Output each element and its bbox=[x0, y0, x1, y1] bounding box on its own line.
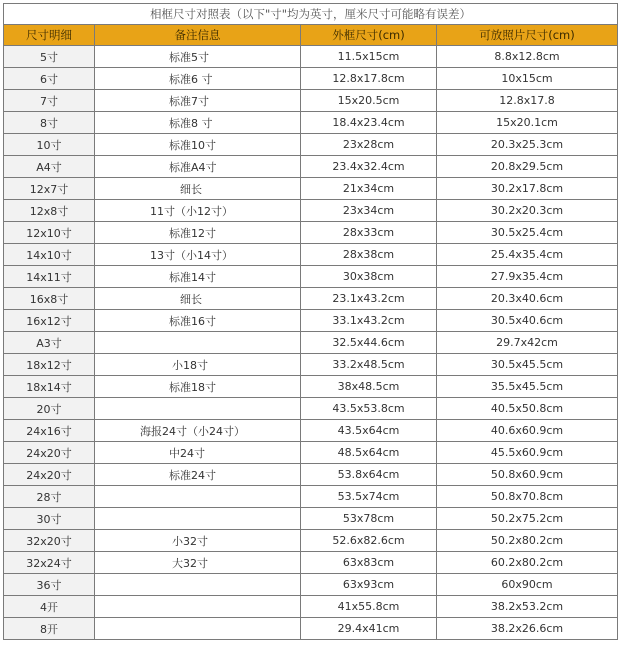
cell-photo-size: 30.2x17.8cm bbox=[437, 178, 618, 200]
cell-outer-size: 15x20.5cm bbox=[301, 90, 437, 112]
table-body bbox=[4, 46, 618, 640]
cell-note bbox=[95, 574, 301, 596]
table-row bbox=[4, 222, 618, 244]
note-text: 标准5寸 bbox=[169, 50, 209, 64]
note-text: 标准14寸 bbox=[169, 270, 216, 284]
cell-note bbox=[95, 68, 301, 90]
table-row bbox=[4, 596, 618, 618]
table-row bbox=[4, 134, 618, 156]
note-text: 标准8 寸 bbox=[169, 116, 213, 130]
table-row bbox=[4, 420, 618, 442]
cell-note bbox=[95, 222, 301, 244]
note-text: 中24寸 bbox=[169, 446, 205, 460]
table-row bbox=[4, 486, 618, 508]
table-row bbox=[4, 618, 618, 640]
cell-photo-size: 40.5x50.8cm bbox=[437, 398, 618, 420]
cell-note bbox=[95, 552, 301, 574]
cell-outer-size: 21x34cm bbox=[301, 178, 437, 200]
cell-note bbox=[95, 178, 301, 200]
cell-photo-size: 10x15cm bbox=[437, 68, 618, 90]
cell-size: 16x8寸 bbox=[4, 288, 95, 310]
table-row bbox=[4, 178, 618, 200]
cell-note bbox=[95, 442, 301, 464]
cell-photo-size: 20.8x29.5cm bbox=[437, 156, 618, 178]
note-text: 小18寸 bbox=[172, 358, 208, 372]
cell-size: 24x20寸 bbox=[4, 442, 95, 464]
table-row bbox=[4, 244, 618, 266]
cell-outer-size: 33.2x48.5cm bbox=[301, 354, 437, 376]
cell-note bbox=[95, 530, 301, 552]
cell-outer-size: 23x34cm bbox=[301, 200, 437, 222]
cell-outer-size: 29.4x41cm bbox=[301, 618, 437, 640]
cell-photo-size: 40.6x60.9cm bbox=[437, 420, 618, 442]
table-row bbox=[4, 310, 618, 332]
cell-size: 32x20寸 bbox=[4, 530, 95, 552]
cell-note bbox=[95, 46, 301, 68]
cell-outer-size: 43.5x64cm bbox=[301, 420, 437, 442]
table-title-row bbox=[4, 4, 618, 25]
cell-outer-size: 41x55.8cm bbox=[301, 596, 437, 618]
table-row bbox=[4, 288, 618, 310]
cell-outer-size: 48.5x64cm bbox=[301, 442, 437, 464]
table-row bbox=[4, 156, 618, 178]
table-row bbox=[4, 90, 618, 112]
cell-outer-size: 43.5x53.8cm bbox=[301, 398, 437, 420]
cell-outer-size: 23x28cm bbox=[301, 134, 437, 156]
cell-photo-size: 25.4x35.4cm bbox=[437, 244, 618, 266]
cell-photo-size: 15x20.1cm bbox=[437, 112, 618, 134]
cell-size: 32x24寸 bbox=[4, 552, 95, 574]
table-row bbox=[4, 552, 618, 574]
cell-note bbox=[95, 112, 301, 134]
header-photo-size: 可放照片尺寸(cm) bbox=[437, 25, 618, 46]
table-row bbox=[4, 574, 618, 596]
frame-size-table bbox=[3, 3, 618, 640]
note-text: 标准6 寸 bbox=[169, 72, 213, 86]
note-text: 标准10寸 bbox=[169, 138, 216, 152]
cell-note bbox=[95, 200, 301, 222]
cell-size: 36寸 bbox=[4, 574, 95, 596]
cell-outer-size: 28x33cm bbox=[301, 222, 437, 244]
header-note: 备注信息 bbox=[95, 25, 301, 46]
cell-note bbox=[95, 266, 301, 288]
table-title: 相框尺寸对照表（以下"寸"均为英寸，厘米尺寸可能略有误差） bbox=[4, 4, 618, 25]
note-text: 11寸（小12寸） bbox=[150, 204, 233, 218]
cell-size: 12x10寸 bbox=[4, 222, 95, 244]
cell-outer-size: 23.1x43.2cm bbox=[301, 288, 437, 310]
cell-size: A4寸 bbox=[4, 156, 95, 178]
cell-size: 8寸 bbox=[4, 112, 95, 134]
note-text: 细长 bbox=[180, 292, 202, 306]
cell-photo-size: 30.5x25.4cm bbox=[437, 222, 618, 244]
cell-note bbox=[95, 376, 301, 398]
cell-photo-size: 30.2x20.3cm bbox=[437, 200, 618, 222]
note-text: 13寸（小14寸） bbox=[150, 248, 233, 262]
table-row bbox=[4, 200, 618, 222]
cell-size: 4开 bbox=[4, 596, 95, 618]
header-outer-size: 外框尺寸(cm) bbox=[301, 25, 437, 46]
table-row bbox=[4, 530, 618, 552]
cell-outer-size: 52.6x82.6cm bbox=[301, 530, 437, 552]
cell-size: 28寸 bbox=[4, 486, 95, 508]
cell-photo-size: 60.2x80.2cm bbox=[437, 552, 618, 574]
cell-size: 10寸 bbox=[4, 134, 95, 156]
cell-outer-size: 53.8x64cm bbox=[301, 464, 437, 486]
cell-outer-size: 32.5x44.6cm bbox=[301, 332, 437, 354]
cell-photo-size: 20.3x40.6cm bbox=[437, 288, 618, 310]
cell-size: 20寸 bbox=[4, 398, 95, 420]
cell-size: 7寸 bbox=[4, 90, 95, 112]
cell-photo-size: 50.8x70.8cm bbox=[437, 486, 618, 508]
cell-note bbox=[95, 134, 301, 156]
cell-photo-size: 29.7x42cm bbox=[437, 332, 618, 354]
table-row bbox=[4, 46, 618, 68]
cell-size: 8开 bbox=[4, 618, 95, 640]
cell-note bbox=[95, 596, 301, 618]
table-row bbox=[4, 464, 618, 486]
cell-outer-size: 63x93cm bbox=[301, 574, 437, 596]
cell-size: 12x8寸 bbox=[4, 200, 95, 222]
cell-outer-size: 18.4x23.4cm bbox=[301, 112, 437, 134]
cell-outer-size: 23.4x32.4cm bbox=[301, 156, 437, 178]
cell-photo-size: 20.3x25.3cm bbox=[437, 134, 618, 156]
cell-note bbox=[95, 310, 301, 332]
cell-note bbox=[95, 398, 301, 420]
cell-size: 24x20寸 bbox=[4, 464, 95, 486]
cell-size: 16x12寸 bbox=[4, 310, 95, 332]
table-row bbox=[4, 398, 618, 420]
note-text: 标准16寸 bbox=[169, 314, 216, 328]
cell-note bbox=[95, 244, 301, 266]
table-row bbox=[4, 354, 618, 376]
cell-size: 18x14寸 bbox=[4, 376, 95, 398]
note-text: 小32寸 bbox=[172, 534, 208, 548]
note-text: 标准A4寸 bbox=[169, 160, 217, 174]
cell-note bbox=[95, 156, 301, 178]
cell-photo-size: 30.5x45.5cm bbox=[437, 354, 618, 376]
cell-note bbox=[95, 354, 301, 376]
cell-photo-size: 50.2x80.2cm bbox=[437, 530, 618, 552]
cell-outer-size: 11.5x15cm bbox=[301, 46, 437, 68]
cell-size: 30寸 bbox=[4, 508, 95, 530]
cell-photo-size: 35.5x45.5cm bbox=[437, 376, 618, 398]
cell-photo-size: 50.2x75.2cm bbox=[437, 508, 618, 530]
size-table-container bbox=[3, 3, 617, 640]
cell-outer-size: 38x48.5cm bbox=[301, 376, 437, 398]
cell-size: 5寸 bbox=[4, 46, 95, 68]
cell-photo-size: 38.2x26.6cm bbox=[437, 618, 618, 640]
note-text: 标准12寸 bbox=[169, 226, 216, 240]
note-text: 大32寸 bbox=[172, 556, 208, 570]
cell-note bbox=[95, 90, 301, 112]
cell-size: 6寸 bbox=[4, 68, 95, 90]
table-row bbox=[4, 332, 618, 354]
cell-note bbox=[95, 618, 301, 640]
cell-size: 24x16寸 bbox=[4, 420, 95, 442]
cell-note bbox=[95, 486, 301, 508]
table-row bbox=[4, 68, 618, 90]
table-row bbox=[4, 112, 618, 134]
note-text: 标准18寸 bbox=[169, 380, 216, 394]
cell-note bbox=[95, 332, 301, 354]
cell-outer-size: 33.1x43.2cm bbox=[301, 310, 437, 332]
cell-size: 12x7寸 bbox=[4, 178, 95, 200]
cell-photo-size: 30.5x40.6cm bbox=[437, 310, 618, 332]
cell-outer-size: 53x78cm bbox=[301, 508, 437, 530]
cell-outer-size: 12.8x17.8cm bbox=[301, 68, 437, 90]
cell-note bbox=[95, 464, 301, 486]
cell-outer-size: 30x38cm bbox=[301, 266, 437, 288]
header-size: 尺寸明细 bbox=[4, 25, 95, 46]
cell-photo-size: 50.8x60.9cm bbox=[437, 464, 618, 486]
note-text: 标准24寸 bbox=[169, 468, 216, 482]
cell-outer-size: 63x83cm bbox=[301, 552, 437, 574]
cell-photo-size: 38.2x53.2cm bbox=[437, 596, 618, 618]
note-text: 标准7寸 bbox=[169, 94, 209, 108]
cell-size: 14x10寸 bbox=[4, 244, 95, 266]
cell-outer-size: 28x38cm bbox=[301, 244, 437, 266]
cell-photo-size: 27.9x35.4cm bbox=[437, 266, 618, 288]
table-row bbox=[4, 266, 618, 288]
cell-photo-size: 45.5x60.9cm bbox=[437, 442, 618, 464]
cell-size: A3寸 bbox=[4, 332, 95, 354]
note-text: 海报24寸（小24寸） bbox=[140, 424, 245, 438]
cell-size: 14x11寸 bbox=[4, 266, 95, 288]
cell-note bbox=[95, 508, 301, 530]
cell-note bbox=[95, 288, 301, 310]
cell-photo-size: 12.8x17.8 bbox=[437, 90, 618, 112]
table-row bbox=[4, 376, 618, 398]
table-header-row bbox=[4, 25, 618, 46]
cell-photo-size: 60x90cm bbox=[437, 574, 618, 596]
cell-size: 18x12寸 bbox=[4, 354, 95, 376]
cell-photo-size: 8.8x12.8cm bbox=[437, 46, 618, 68]
note-text: 细长 bbox=[180, 182, 202, 196]
table-row bbox=[4, 442, 618, 464]
table-row bbox=[4, 508, 618, 530]
cell-outer-size: 53.5x74cm bbox=[301, 486, 437, 508]
cell-note bbox=[95, 420, 301, 442]
